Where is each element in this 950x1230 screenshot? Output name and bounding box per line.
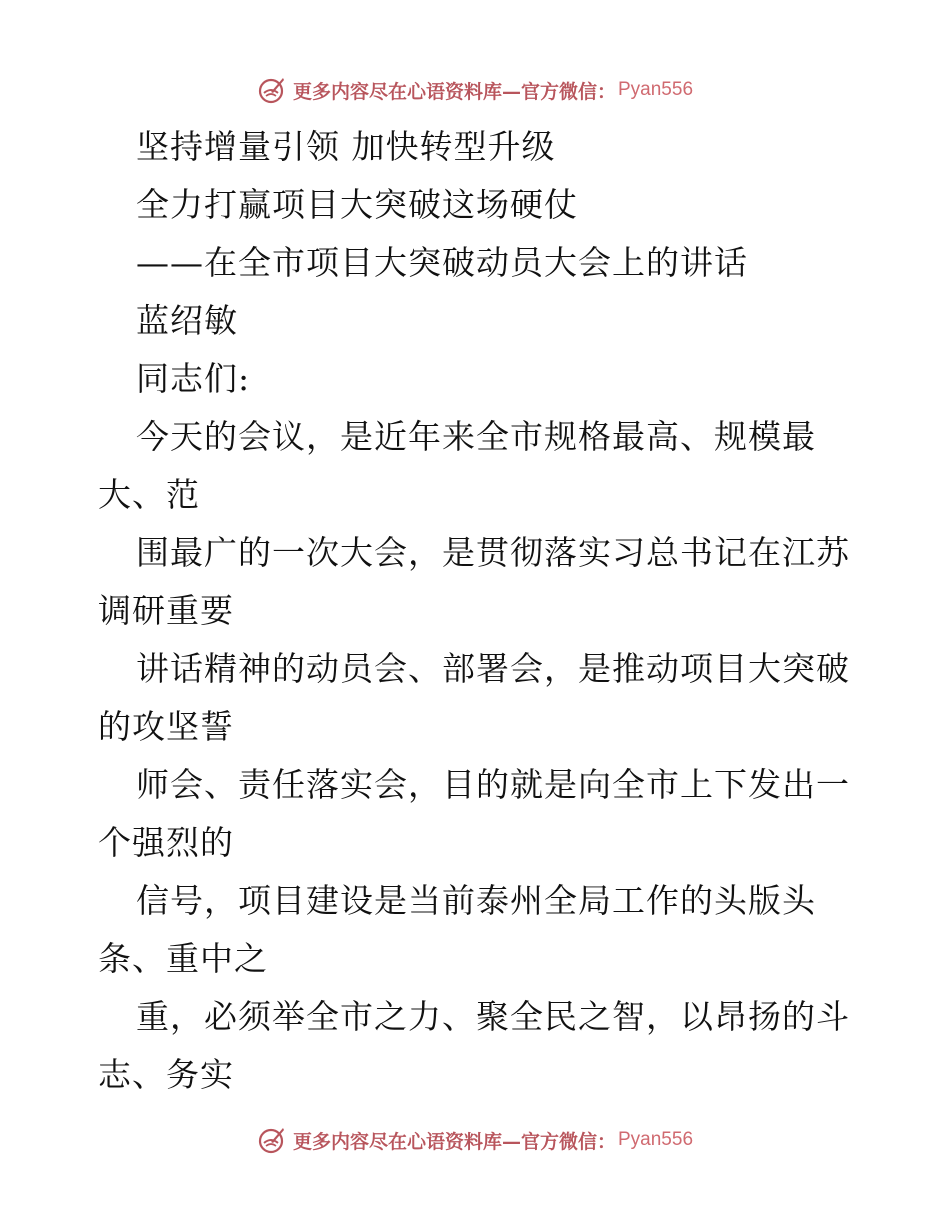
header-banner — [0, 70, 950, 110]
text-line: 坚持增量引领 加快转型升级 — [136, 127, 556, 166]
text-line: 围最广的一次大会，是贯彻落实习总书记在江苏 — [136, 533, 850, 572]
banner-text: 更多内容尽在心语资料库—官方微信： — [292, 1130, 616, 1153]
text-line: 信号，项目建设是当前泰州全局工作的头版头 — [136, 881, 816, 920]
book-quill-logo-icon — [257, 1125, 287, 1155]
text-line: 调研重要 — [98, 591, 234, 630]
text-line: 重，必须举全市之力、聚全民之智，以昂扬的斗 — [136, 997, 850, 1036]
text-line: 同志们: — [136, 359, 251, 398]
text-line: 全力打赢项目大突破这场硬仗 — [136, 185, 578, 224]
text-line: 蓝绍敏 — [136, 301, 238, 340]
text-line: 志、务实 — [98, 1055, 234, 1094]
banner-text: 更多内容尽在心语资料库—官方微信： — [292, 80, 616, 103]
document-body — [98, 118, 858, 1104]
text-line: 个强烈的 — [98, 823, 234, 862]
text-line: 条、重中之 — [98, 939, 268, 978]
text-line: ——在全市项目大突破动员大会上的讲话 — [136, 243, 748, 282]
text-line: 讲话精神的动员会、部署会，是推动项目大突破 — [136, 649, 850, 688]
footer-banner — [0, 1120, 950, 1160]
banner-wechat-id: Pyan556 — [618, 1129, 694, 1150]
banner-wechat-id: Pyan556 — [618, 79, 694, 100]
text-line: 今天的会议，是近年来全市规格最高、规模最 — [136, 417, 816, 456]
text-line: 的攻坚誓 — [98, 707, 234, 746]
text-line: 大、范 — [98, 475, 200, 514]
book-quill-logo-icon — [257, 75, 287, 105]
text-line: 师会、责任落实会，目的就是向全市上下发出一 — [136, 765, 850, 804]
